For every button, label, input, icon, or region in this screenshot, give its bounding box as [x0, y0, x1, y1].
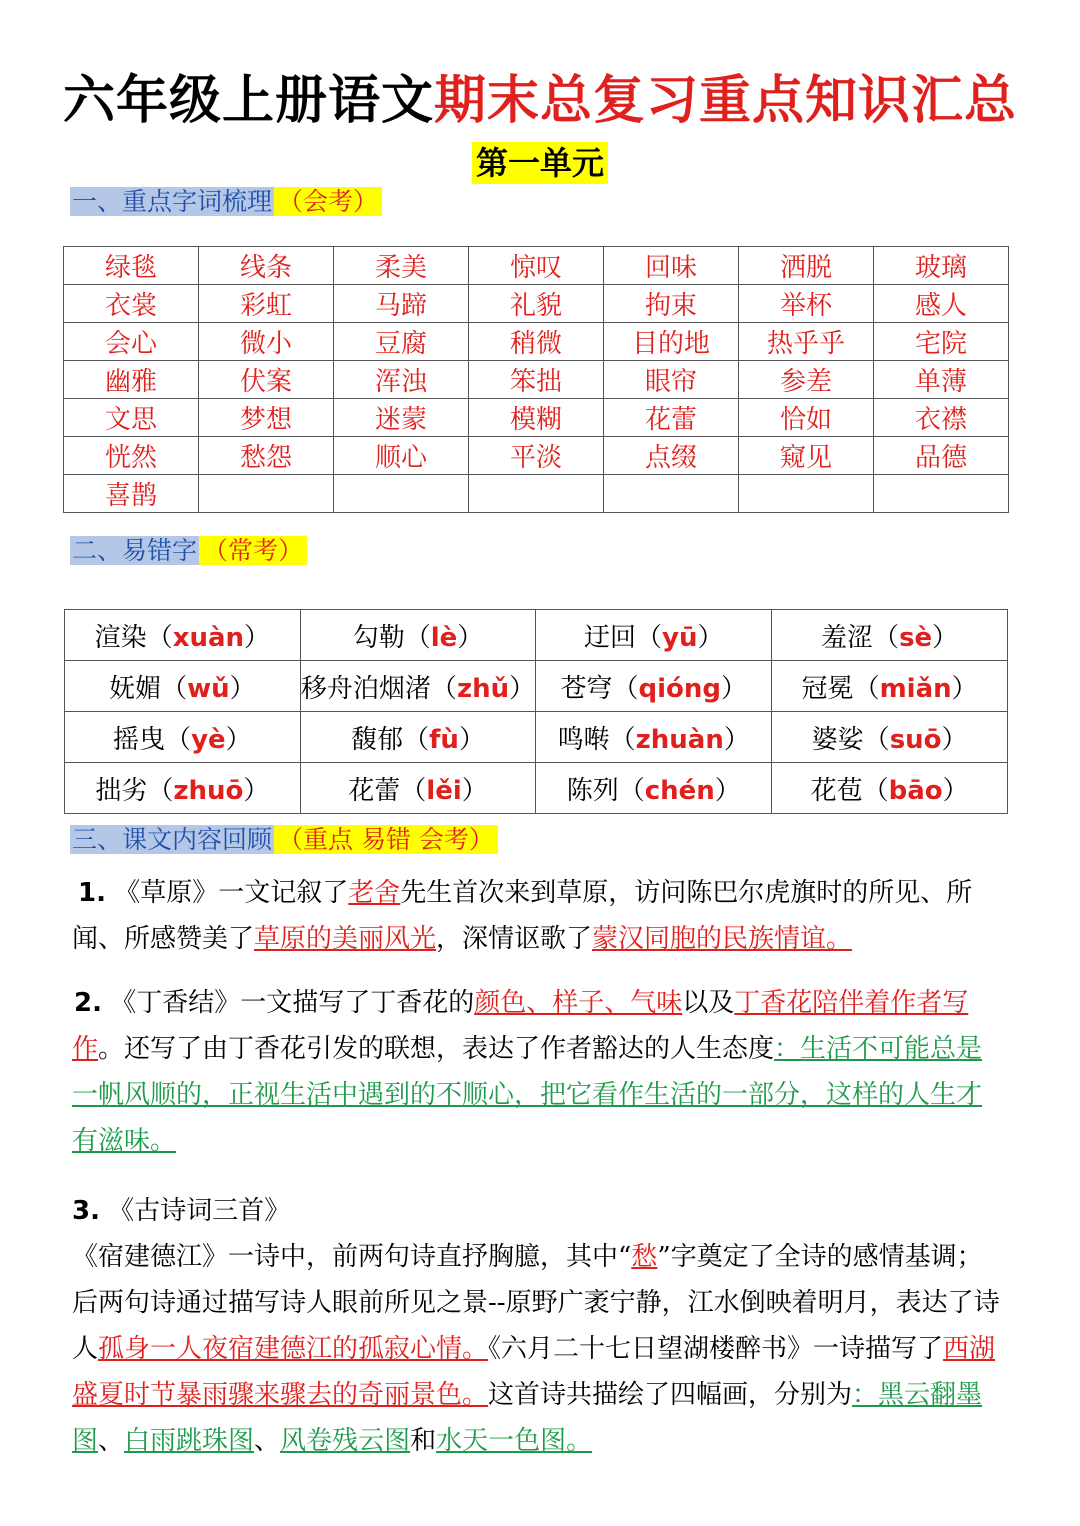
p3-sep-2: 、: [254, 1426, 281, 1456]
word-cell: 衣裳: [64, 285, 199, 323]
error-word: 馥郁: [351, 724, 404, 755]
error-word: 花苞: [810, 775, 863, 806]
p1-red-3: 蒙汉同胞的民族情谊。: [592, 924, 853, 954]
p3-head: 《古诗词三首》: [108, 1196, 291, 1226]
p3-green-1: ：黑云翻墨图: [72, 1380, 983, 1456]
word-cell: 回味: [604, 247, 739, 285]
word-cell: 伏案: [199, 361, 334, 399]
error-word: 勾勒: [352, 622, 405, 653]
word-cell: [469, 475, 604, 513]
section-3-tag: （重点 易错 会考）: [274, 825, 498, 854]
word-cell: 喜鹊: [64, 475, 199, 513]
section-1-label: 一、重点字词梳理: [72, 187, 273, 216]
paragraph-1: [72, 870, 1002, 962]
table-row: [64, 475, 1009, 513]
pinyin: miǎn: [879, 673, 952, 704]
word-cell: 热乎乎: [739, 323, 874, 361]
p1-text-c: ，深情讴歌了: [436, 924, 593, 954]
word-cell: 平淡: [469, 437, 604, 475]
error-word-cell: 摇曳（yè）: [65, 712, 301, 763]
p3-number: 3.: [72, 1196, 100, 1226]
pinyin: sè: [899, 622, 933, 653]
p3-text-h: 和: [410, 1426, 437, 1456]
p3-red-3: 西湖盛夏时节暴雨骤来骤去的奇丽景色。: [72, 1334, 996, 1410]
title-red: 期末总复习重点知识汇总: [434, 71, 1018, 131]
pinyin: wǔ: [187, 673, 230, 704]
section-3-heading: [70, 822, 498, 858]
word-cell: 柔美: [334, 247, 469, 285]
p2-number: 2.: [74, 988, 102, 1018]
pinyin: zhuō: [173, 775, 244, 806]
word-cell: 礼貌: [469, 285, 604, 323]
p1-number: 1.: [78, 878, 106, 908]
error-word-cell: 拙劣（zhuō）: [65, 763, 301, 814]
word-cell: 线条: [199, 247, 334, 285]
word-cell: 迷蒙: [334, 399, 469, 437]
error-word: 婆娑: [811, 724, 864, 755]
pinyin: yū: [662, 622, 698, 653]
word-cell: 花蕾: [604, 399, 739, 437]
pinyin: zhuàn: [635, 724, 724, 755]
word-cell: 文思: [64, 399, 199, 437]
word-cell: 目的地: [604, 323, 739, 361]
pinyin: lè: [430, 622, 458, 653]
error-word: 羞涩: [821, 622, 874, 653]
word-cell: [604, 475, 739, 513]
word-cell: 豆腐: [334, 323, 469, 361]
word-cell: 品德: [874, 437, 1009, 475]
error-word-cell: 羞涩（sè）: [772, 610, 1008, 661]
page-title: [0, 58, 1080, 133]
word-cell: 点缀: [604, 437, 739, 475]
p3-text-d: 这首诗共描绘了四幅画，分别为: [488, 1380, 853, 1410]
word-cell: 惊叹: [469, 247, 604, 285]
pinyin: xuàn: [172, 622, 245, 653]
error-word: 鸣啭: [557, 724, 610, 755]
word-cell: 愁怨: [199, 437, 334, 475]
section-2-label: 二、易错字: [72, 536, 198, 565]
word-cell: [199, 475, 334, 513]
table-row: [64, 437, 1009, 475]
unit-heading: [0, 138, 1080, 184]
word-cell: 笨拙: [469, 361, 604, 399]
p2-text-c: 。还写了由丁香花引发的联想，表达了作者豁达的人生态度: [98, 1034, 775, 1064]
error-word-cell: 冠冕（miǎn）: [772, 661, 1008, 712]
section-1-tag: （会考）: [274, 187, 382, 216]
error-word-cell: 勾勒（lè）: [300, 610, 536, 661]
word-cell: 顺心: [334, 437, 469, 475]
error-word: 苍穹: [560, 673, 613, 704]
p3-sep-1: 、: [98, 1426, 125, 1456]
error-word-cell: 馥郁（fù）: [300, 712, 536, 763]
table-row: [64, 323, 1009, 361]
word-cell: 模糊: [469, 399, 604, 437]
p1-red-1: 老舍: [348, 878, 401, 908]
paragraph-3: [72, 1188, 1002, 1464]
table-row: [64, 399, 1009, 437]
word-cell: [874, 475, 1009, 513]
error-word-cell: 花蕾（lěi）: [300, 763, 536, 814]
section-2-heading: [70, 533, 307, 569]
table-row: [65, 763, 1008, 814]
section-2-tag: （常考）: [199, 536, 307, 565]
error-word-cell: 移舟泊烟渚（zhǔ）: [300, 661, 536, 712]
p1-text-b: 先生首次来到草原，访问陈巴尔虎旗时的所见、所闻、所感赞美了: [72, 878, 973, 954]
table-row: [65, 661, 1008, 712]
word-cell: 梦想: [199, 399, 334, 437]
pinyin: yè: [191, 724, 226, 755]
error-prone-table: [64, 609, 1008, 814]
word-cell: 举杯: [739, 285, 874, 323]
word-cell: 眼帘: [604, 361, 739, 399]
p3-header: [72, 1188, 1002, 1234]
section-1-heading: [70, 184, 382, 220]
error-word-cell: 花苞（bāo）: [772, 763, 1008, 814]
table-row: [64, 247, 1009, 285]
word-cell: 单薄: [874, 361, 1009, 399]
p3-red-1: 愁: [631, 1242, 658, 1272]
word-cell: 洒脱: [739, 247, 874, 285]
p2-text-b: 以及: [682, 988, 735, 1018]
p2-text-a: 《丁香结》一文描写了丁香花的: [110, 988, 475, 1018]
table-row: [65, 610, 1008, 661]
error-word: 摇曳: [113, 724, 166, 755]
p3-green-4: 水天一色图。: [436, 1426, 593, 1456]
unit-label: 第一单元: [472, 142, 608, 184]
p2-red-2: 丁香花陪伴着作者写作: [72, 988, 969, 1064]
word-cell: 浑浊: [334, 361, 469, 399]
section-3-label: 三、课文内容回顾: [72, 825, 273, 854]
error-word: 花蕾: [348, 775, 401, 806]
p2-red-1: 颜色、样子、气味: [474, 988, 683, 1018]
word-cell: [334, 475, 469, 513]
pinyin: chén: [644, 775, 715, 806]
error-word-cell: 渲染（xuàn）: [65, 610, 301, 661]
p2-green-1: ：生活不可能总是一帆风顺的，正视生活中遇到的不顺心，把它看作生活的一部分，这样的人生才有滋味。: [72, 1034, 983, 1156]
key-words-table: [63, 246, 1009, 513]
word-cell: 窥见: [739, 437, 874, 475]
error-word-cell: 陈列（chén）: [536, 763, 772, 814]
paragraph-2: [72, 980, 1002, 1164]
error-word-cell: 妩媚（wǔ）: [65, 661, 301, 712]
pinyin: qióng: [638, 673, 722, 704]
p3-text-b: ”字奠定了全诗的感情基调；后两句诗通过描写诗人眼前所见之景--原野广袤宁静，江水倒映着明月，表达了诗人: [72, 1242, 1000, 1364]
pinyin: zhǔ: [456, 673, 510, 704]
word-cell: 衣襟: [874, 399, 1009, 437]
p3-red-2: 孤身一人夜宿建德江的孤寂心情。: [98, 1334, 489, 1364]
word-cell: 恍然: [64, 437, 199, 475]
p3-green-3: 风卷残云图: [280, 1426, 411, 1456]
word-cell: 绿毯: [64, 247, 199, 285]
word-cell: 稍微: [469, 323, 604, 361]
table-row: [64, 361, 1009, 399]
p3-green-2: 白雨跳珠图: [124, 1426, 255, 1456]
error-word-cell: 婆娑（suō）: [772, 712, 1008, 763]
error-word: 陈列: [566, 775, 619, 806]
error-word: 迂回: [583, 622, 636, 653]
error-word-cell: 苍穹（qióng）: [536, 661, 772, 712]
p3-text-a: 《宿建德江》一诗中，前两句诗直抒胸臆，其中“: [72, 1242, 632, 1272]
word-cell: 参差: [739, 361, 874, 399]
pinyin: fù: [429, 724, 459, 755]
error-word: 拙劣: [95, 775, 148, 806]
p3-text-c: 《六月二十七日望湖楼醉书》一诗描写了: [488, 1334, 944, 1364]
word-cell: 幽雅: [64, 361, 199, 399]
p1-red-2: 草原的美丽风光: [254, 924, 437, 954]
p1-text-a: 《草原》一文记叙了: [114, 878, 349, 908]
error-word: 妩媚: [109, 673, 162, 704]
error-word: 移舟泊烟渚: [300, 673, 431, 704]
pinyin: bāo: [888, 775, 943, 806]
word-cell: 拘束: [604, 285, 739, 323]
table-row: [64, 285, 1009, 323]
word-cell: 马蹄: [334, 285, 469, 323]
word-cell: 彩虹: [199, 285, 334, 323]
word-cell: 恰如: [739, 399, 874, 437]
word-cell: [739, 475, 874, 513]
word-cell: 感人: [874, 285, 1009, 323]
word-cell: 玻璃: [874, 247, 1009, 285]
error-word: 冠冕: [801, 673, 854, 704]
word-cell: 会心: [64, 323, 199, 361]
title-black: 六年级上册语文: [62, 71, 434, 131]
word-cell: 微小: [199, 323, 334, 361]
error-word: 渲染: [94, 622, 147, 653]
pinyin: suō: [889, 724, 942, 755]
error-word-cell: 迂回（yū）: [536, 610, 772, 661]
word-cell: 宅院: [874, 323, 1009, 361]
error-word-cell: 鸣啭（zhuàn）: [536, 712, 772, 763]
table-row: [65, 712, 1008, 763]
pinyin: lěi: [426, 775, 462, 806]
